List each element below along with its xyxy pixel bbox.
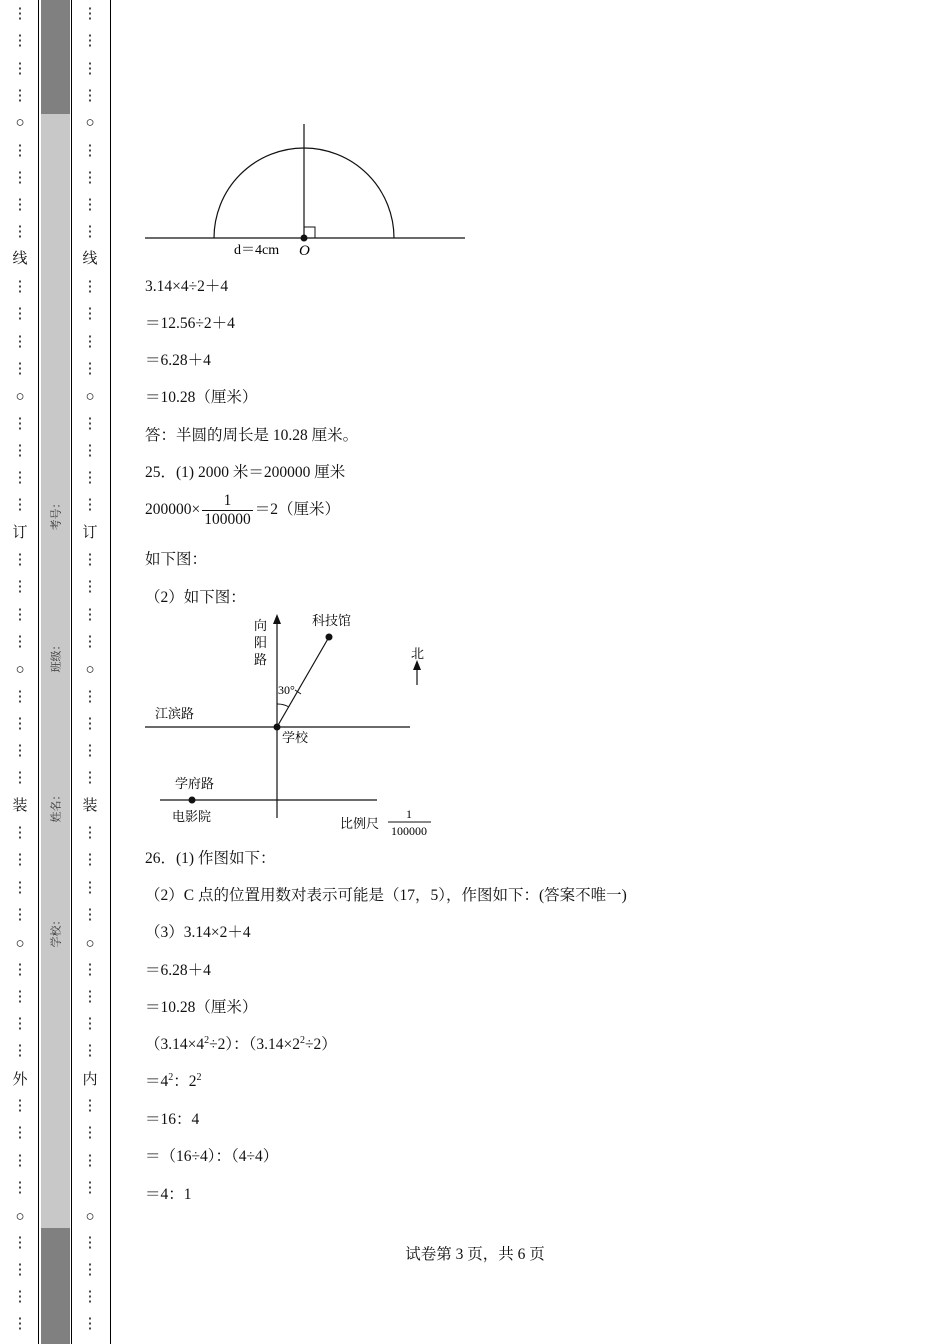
binding-hole-icon: ○ [15,389,25,405]
scale-numerator: 1 [406,807,412,821]
binding-dots-icon: ⋮ [12,33,28,50]
binding-dots-icon: ⋮ [82,33,98,50]
answer-line: 答：半圆的周长是 10.28 厘米。 [145,427,359,444]
binding-label: 外 [12,1072,28,1088]
binding-dots-icon: ⋮ [12,142,28,159]
ratio-part: ＝4 [145,1073,169,1090]
binding-dots-icon: ⋮ [82,1261,98,1278]
binding-hole-icon: ○ [15,1209,25,1225]
center-label: O [299,243,310,258]
binding-dots-icon: ⋮ [12,279,28,295]
cinema-point [189,797,196,804]
binding-dots-icon: ⋮ [82,142,98,159]
binding-dots-icon: ⋮ [82,1234,98,1251]
school-point [274,724,281,731]
school-label: 学校 [282,730,309,745]
binding-hole-icon: ○ [15,662,25,678]
exponent: 2 [300,1034,305,1046]
binding-label: 内 [82,1072,98,1088]
road-jiangbin-label: 江滨路 [155,706,195,721]
answer-line: （3）3.14×2＋4 [145,924,251,941]
binding-dots-icon: ⋮ [12,1234,28,1251]
road-xiangyang-char: 向 [254,618,268,633]
binding-dots-icon: ⋮ [82,415,98,432]
binding-dots-icon: ⋮ [82,715,98,732]
binding-dots-icon: ⋮ [12,197,28,214]
road-xiangyang-char: 阳 [254,635,268,650]
binding-dots-icon: ⋮ [82,552,98,568]
binding-dots-icon: ⋮ [12,169,28,186]
binding-dots-icon: ⋮ [82,606,98,623]
answer-line: ＝6.28＋4 [145,352,211,369]
binding-dots-icon: ⋮ [12,6,28,22]
binding-dots-icon: ⋮ [82,1316,98,1333]
page-footer: 试卷第 3 页，共 6 页 [405,1246,545,1263]
binding-dots-icon: ⋮ [12,224,28,241]
sidebar-label-exam-number: 考号： [50,497,63,531]
binding-label: 订 [82,525,98,541]
inner-binding-column [82,0,98,1344]
binding-dots-icon: ⋮ [82,825,98,841]
binding-dots-icon: ⋮ [82,87,98,104]
binding-dots-icon: ⋮ [82,470,98,487]
binding-rule [71,0,72,1344]
museum-direction-line [277,637,329,727]
binding-label: 装 [82,798,98,814]
binding-dots-icon: ⋮ [12,442,28,459]
fraction-denominator: 100000 [204,511,251,528]
binding-dots-icon: ⋮ [82,197,98,214]
binding-dots-icon: ⋮ [12,415,28,432]
road-xuefu-label: 学府路 [175,776,215,791]
answer-line: ＝16：4 [145,1111,200,1128]
center-point [301,235,308,242]
binding-label: 订 [12,525,28,541]
binding-dots-icon: ⋮ [12,1261,28,1278]
exponent: 2 [196,1071,202,1083]
binding-dots-icon: ⋮ [12,961,28,978]
ratio-line [145,1032,337,1054]
ratio-part: ÷2）：（3.14×2 [209,1036,300,1053]
binding-dots-icon: ⋮ [82,1179,98,1196]
ratio-part: ÷2） [305,1036,337,1053]
fraction-numerator: 1 [202,492,253,511]
binding-dots-icon: ⋮ [12,360,28,377]
cinema-label: 电影院 [172,809,212,824]
binding-dots-icon: ⋮ [12,743,28,760]
ratio-part: （3.14×4 [145,1036,205,1053]
binding-dots-icon: ⋮ [82,879,98,896]
binding-dots-icon: ⋮ [12,552,28,568]
binding-dots-icon: ⋮ [12,1016,28,1033]
binding-dots-icon: ⋮ [12,1289,28,1306]
binding-dots-icon: ⋮ [12,306,28,323]
answer-line: 26．(1) 作图如下： [145,850,276,867]
binding-dots-icon: ⋮ [82,1152,98,1169]
binding-dots-icon: ⋮ [82,1098,98,1114]
scale-denominator: 100000 [391,824,427,838]
binding-dots-icon: ⋮ [82,1125,98,1142]
binding-dots-icon: ⋮ [82,1043,98,1060]
binding-dots-icon: ⋮ [12,606,28,623]
museum-label: 科技馆 [312,613,352,628]
answer-line: 25．(1) 2000 米＝200000 厘米 [145,464,346,481]
binding-hole-icon: ○ [85,1209,95,1225]
sidebar-label-class: 班级： [50,639,63,673]
answer-line: ＝4：1 [145,1186,192,1203]
binding-dots-icon: ⋮ [82,743,98,760]
binding-dots-icon: ⋮ [12,825,28,841]
binding-dots-icon: ⋮ [12,1179,28,1196]
binding-dots-icon: ⋮ [12,852,28,869]
fraction-suffix: ＝2（厘米） [254,501,341,519]
binding-dots-icon: ⋮ [82,279,98,295]
diameter-label: d＝4cm [234,243,280,258]
binding-dots-icon: ⋮ [12,579,28,596]
binding-dots-icon: ⋮ [12,1316,28,1333]
binding-hole-icon: ○ [85,936,95,952]
binding-dots-icon: ⋮ [82,1289,98,1306]
binding-dots-icon: ⋮ [12,1125,28,1142]
binding-dots-icon: ⋮ [82,333,98,350]
binding-dots-icon: ⋮ [82,770,98,787]
exponent: 2 [168,1071,174,1083]
fraction-prefix: 200000× [145,501,201,519]
ratio-part: ：2 [173,1073,197,1090]
road-xiangyang-char: 路 [254,652,268,667]
outer-binding-column [12,0,28,1344]
answer-line: （2）C 点的位置用数对表示可能是（17，5），作图如下：(答案不唯一) [145,887,627,904]
ratio-line [145,1069,202,1091]
binding-dots-icon: ⋮ [82,633,98,650]
binding-dots-icon: ⋮ [82,852,98,869]
binding-dots-icon: ⋮ [12,1098,28,1114]
binding-dots-icon: ⋮ [82,6,98,22]
answer-line: ＝6.28＋4 [145,962,211,979]
sidebar-label-name: 姓名： [50,789,63,823]
binding-hole-icon: ○ [85,115,95,131]
binding-dots-icon: ⋮ [82,360,98,377]
binding-dots-icon: ⋮ [82,988,98,1005]
north-label: 北 [411,646,425,661]
student-info-strip [41,0,70,1344]
strip-dark-block [41,0,70,114]
binding-hole-icon: ○ [85,389,95,405]
binding-hole-icon: ○ [15,115,25,131]
binding-dots-icon: ⋮ [82,688,98,705]
answer-line: ＝12.56÷2＋4 [145,315,235,332]
fraction [202,492,253,529]
angle-arc [277,704,289,707]
answer-line: 3.14×4÷2＋4 [145,278,229,295]
binding-label: 线 [82,251,98,267]
binding-dots-icon: ⋮ [12,1043,28,1060]
map-diagram [145,610,445,840]
binding-dots-icon: ⋮ [82,497,98,514]
binding-dots-icon: ⋮ [12,1152,28,1169]
sidebar-label-school: 学校： [50,914,63,948]
binding-dots-icon: ⋮ [82,1016,98,1033]
scale-label: 比例尺 [340,816,380,831]
binding-rule [38,0,39,1344]
binding-hole-icon: ○ [15,936,25,952]
angle-label: 30° [278,683,295,697]
exponent: 2 [204,1034,210,1046]
binding-dots-icon: ⋮ [82,579,98,596]
binding-dots-icon: ⋮ [82,60,98,77]
answer-line: ＝（16÷4）：（4÷4） [145,1148,279,1165]
binding-dots-icon: ⋮ [12,906,28,923]
binding-hole-icon: ○ [85,662,95,678]
binding-dots-icon: ⋮ [12,688,28,705]
binding-dots-icon: ⋮ [12,715,28,732]
binding-dots-icon: ⋮ [12,497,28,514]
binding-dots-icon: ⋮ [82,306,98,323]
binding-dots-icon: ⋮ [12,470,28,487]
binding-dots-icon: ⋮ [12,60,28,77]
fraction-line [145,492,340,529]
binding-dots-icon: ⋮ [12,87,28,104]
answer-line: ＝10.28（厘米） [145,999,258,1016]
answer-line: （2）如下图： [145,589,246,606]
binding-dots-icon: ⋮ [12,770,28,787]
answer-content [145,0,925,1344]
road-arrow-icon [273,614,281,624]
binding-label: 装 [12,798,28,814]
binding-dots-icon: ⋮ [82,169,98,186]
binding-label: 线 [12,251,28,267]
binding-dots-icon: ⋮ [12,988,28,1005]
north-arrow-icon [413,660,421,670]
semicircle-diagram [145,118,485,258]
binding-dots-icon: ⋮ [82,961,98,978]
binding-dots-icon: ⋮ [82,224,98,241]
binding-dots-icon: ⋮ [12,633,28,650]
binding-dots-icon: ⋮ [12,333,28,350]
binding-dots-icon: ⋮ [12,879,28,896]
binding-dots-icon: ⋮ [82,442,98,459]
museum-point [326,634,333,641]
answer-line: ＝10.28（厘米） [145,389,258,406]
binding-margin [0,0,114,1344]
answer-line: 如下图： [145,551,208,568]
binding-dots-icon: ⋮ [82,906,98,923]
binding-rule [110,0,111,1344]
